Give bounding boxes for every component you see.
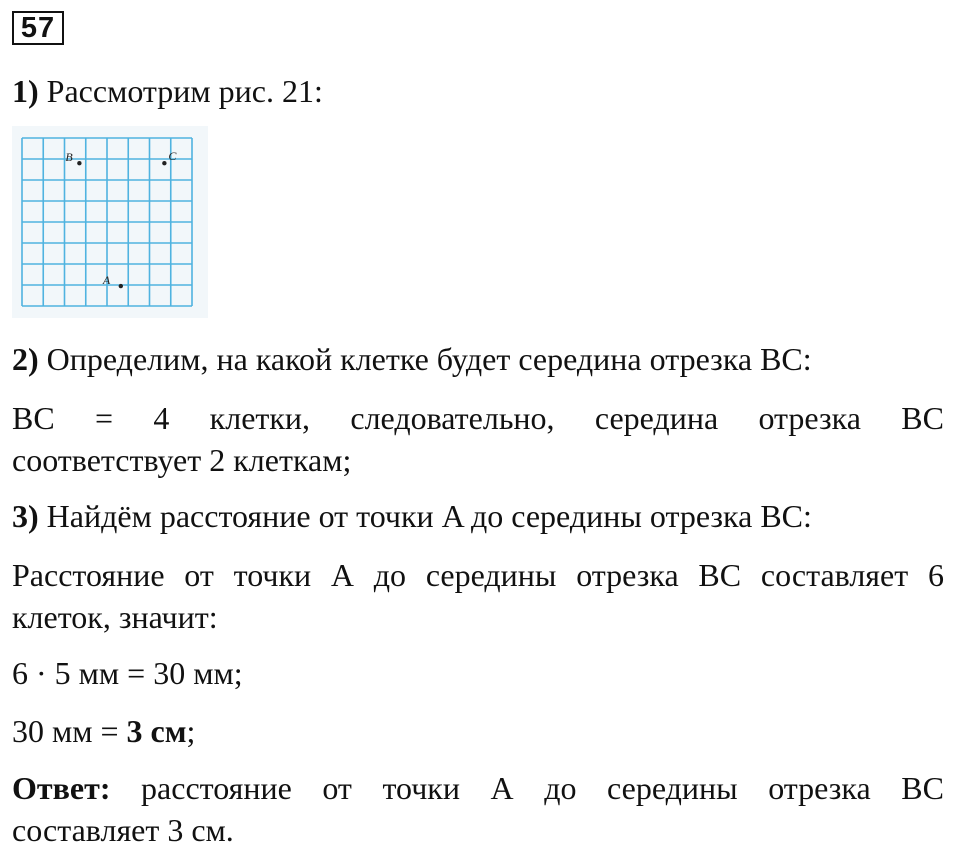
grid-figure-21: [12, 126, 208, 318]
step3-body-word: 6: [927, 557, 944, 593]
step2-body-word: 4: [153, 400, 170, 436]
step3-body-word: Расстояние: [12, 557, 165, 593]
step2-line: [12, 340, 944, 378]
step3-body-word: A: [330, 557, 354, 593]
calc2-prefix: 30 мм =: [12, 713, 127, 749]
step3-line: [12, 497, 944, 535]
step3-body-word: отрезка: [576, 557, 679, 593]
step2-body-word: BC: [901, 400, 944, 436]
step1-line: [12, 72, 944, 110]
point-a-label: A: [102, 273, 111, 288]
step3-label: 3): [12, 498, 39, 534]
answer-word: отрезка: [768, 770, 871, 806]
answer-line1: [12, 769, 944, 807]
answer-word: BC: [901, 770, 944, 806]
calc-line-1: 6 · 5 мм = 30 мм;: [12, 655, 243, 691]
step3-body-word: точки: [233, 557, 312, 593]
step1-label: 1): [12, 73, 39, 109]
step2-body-word: середина: [594, 400, 719, 436]
answer-word: A: [490, 770, 514, 806]
step2-body-word: следовательно,: [350, 400, 555, 436]
answer-word: до: [544, 770, 577, 806]
step2-text: Определим, на какой клетке будет середина отрезка BC:: [46, 341, 812, 377]
point-b-label: B: [65, 150, 73, 165]
point-c-dot: [162, 161, 166, 165]
step2-body-word: BC: [12, 400, 55, 436]
point-a-dot: [119, 284, 123, 288]
calc-line-2: [12, 712, 944, 750]
problem-number: 57: [12, 11, 64, 45]
step1-text: Рассмотрим рис. 21:: [46, 73, 323, 109]
answer-word: от: [322, 770, 352, 806]
step3-body-line1: [12, 556, 944, 594]
calc2-result: 3 см: [126, 713, 187, 749]
calc2-suffix: ;: [186, 713, 196, 749]
step3-body-word: составляет: [760, 557, 909, 593]
step3-body-word: середины: [425, 557, 557, 593]
step2-body-line2: соответствует 2 клеткам;: [12, 442, 352, 478]
step2-body-line1: [12, 399, 944, 437]
answer-word: середины: [607, 770, 738, 806]
answer-line2: составляет 3 см.: [12, 812, 234, 848]
answer-label: Ответ:: [12, 770, 111, 806]
point-c-label: C: [168, 149, 177, 164]
step3-body-word: BC: [698, 557, 742, 593]
answer-word: точки: [382, 770, 460, 806]
answer-word: расстояние: [141, 770, 292, 806]
step2-body-word: клетки,: [209, 400, 311, 436]
step2-body-word: отрезка: [758, 400, 861, 436]
step3-body-line2: клеток, значит:: [12, 599, 218, 635]
step3-text: Найдём расстояние от точки A до середины отрезка BC:: [46, 498, 812, 534]
step3-body-word: от: [184, 557, 214, 593]
point-b-dot: [77, 161, 81, 165]
step3-body-word: до: [373, 557, 407, 593]
step2-body-word: =: [95, 400, 114, 436]
step2-label: 2): [12, 341, 39, 377]
